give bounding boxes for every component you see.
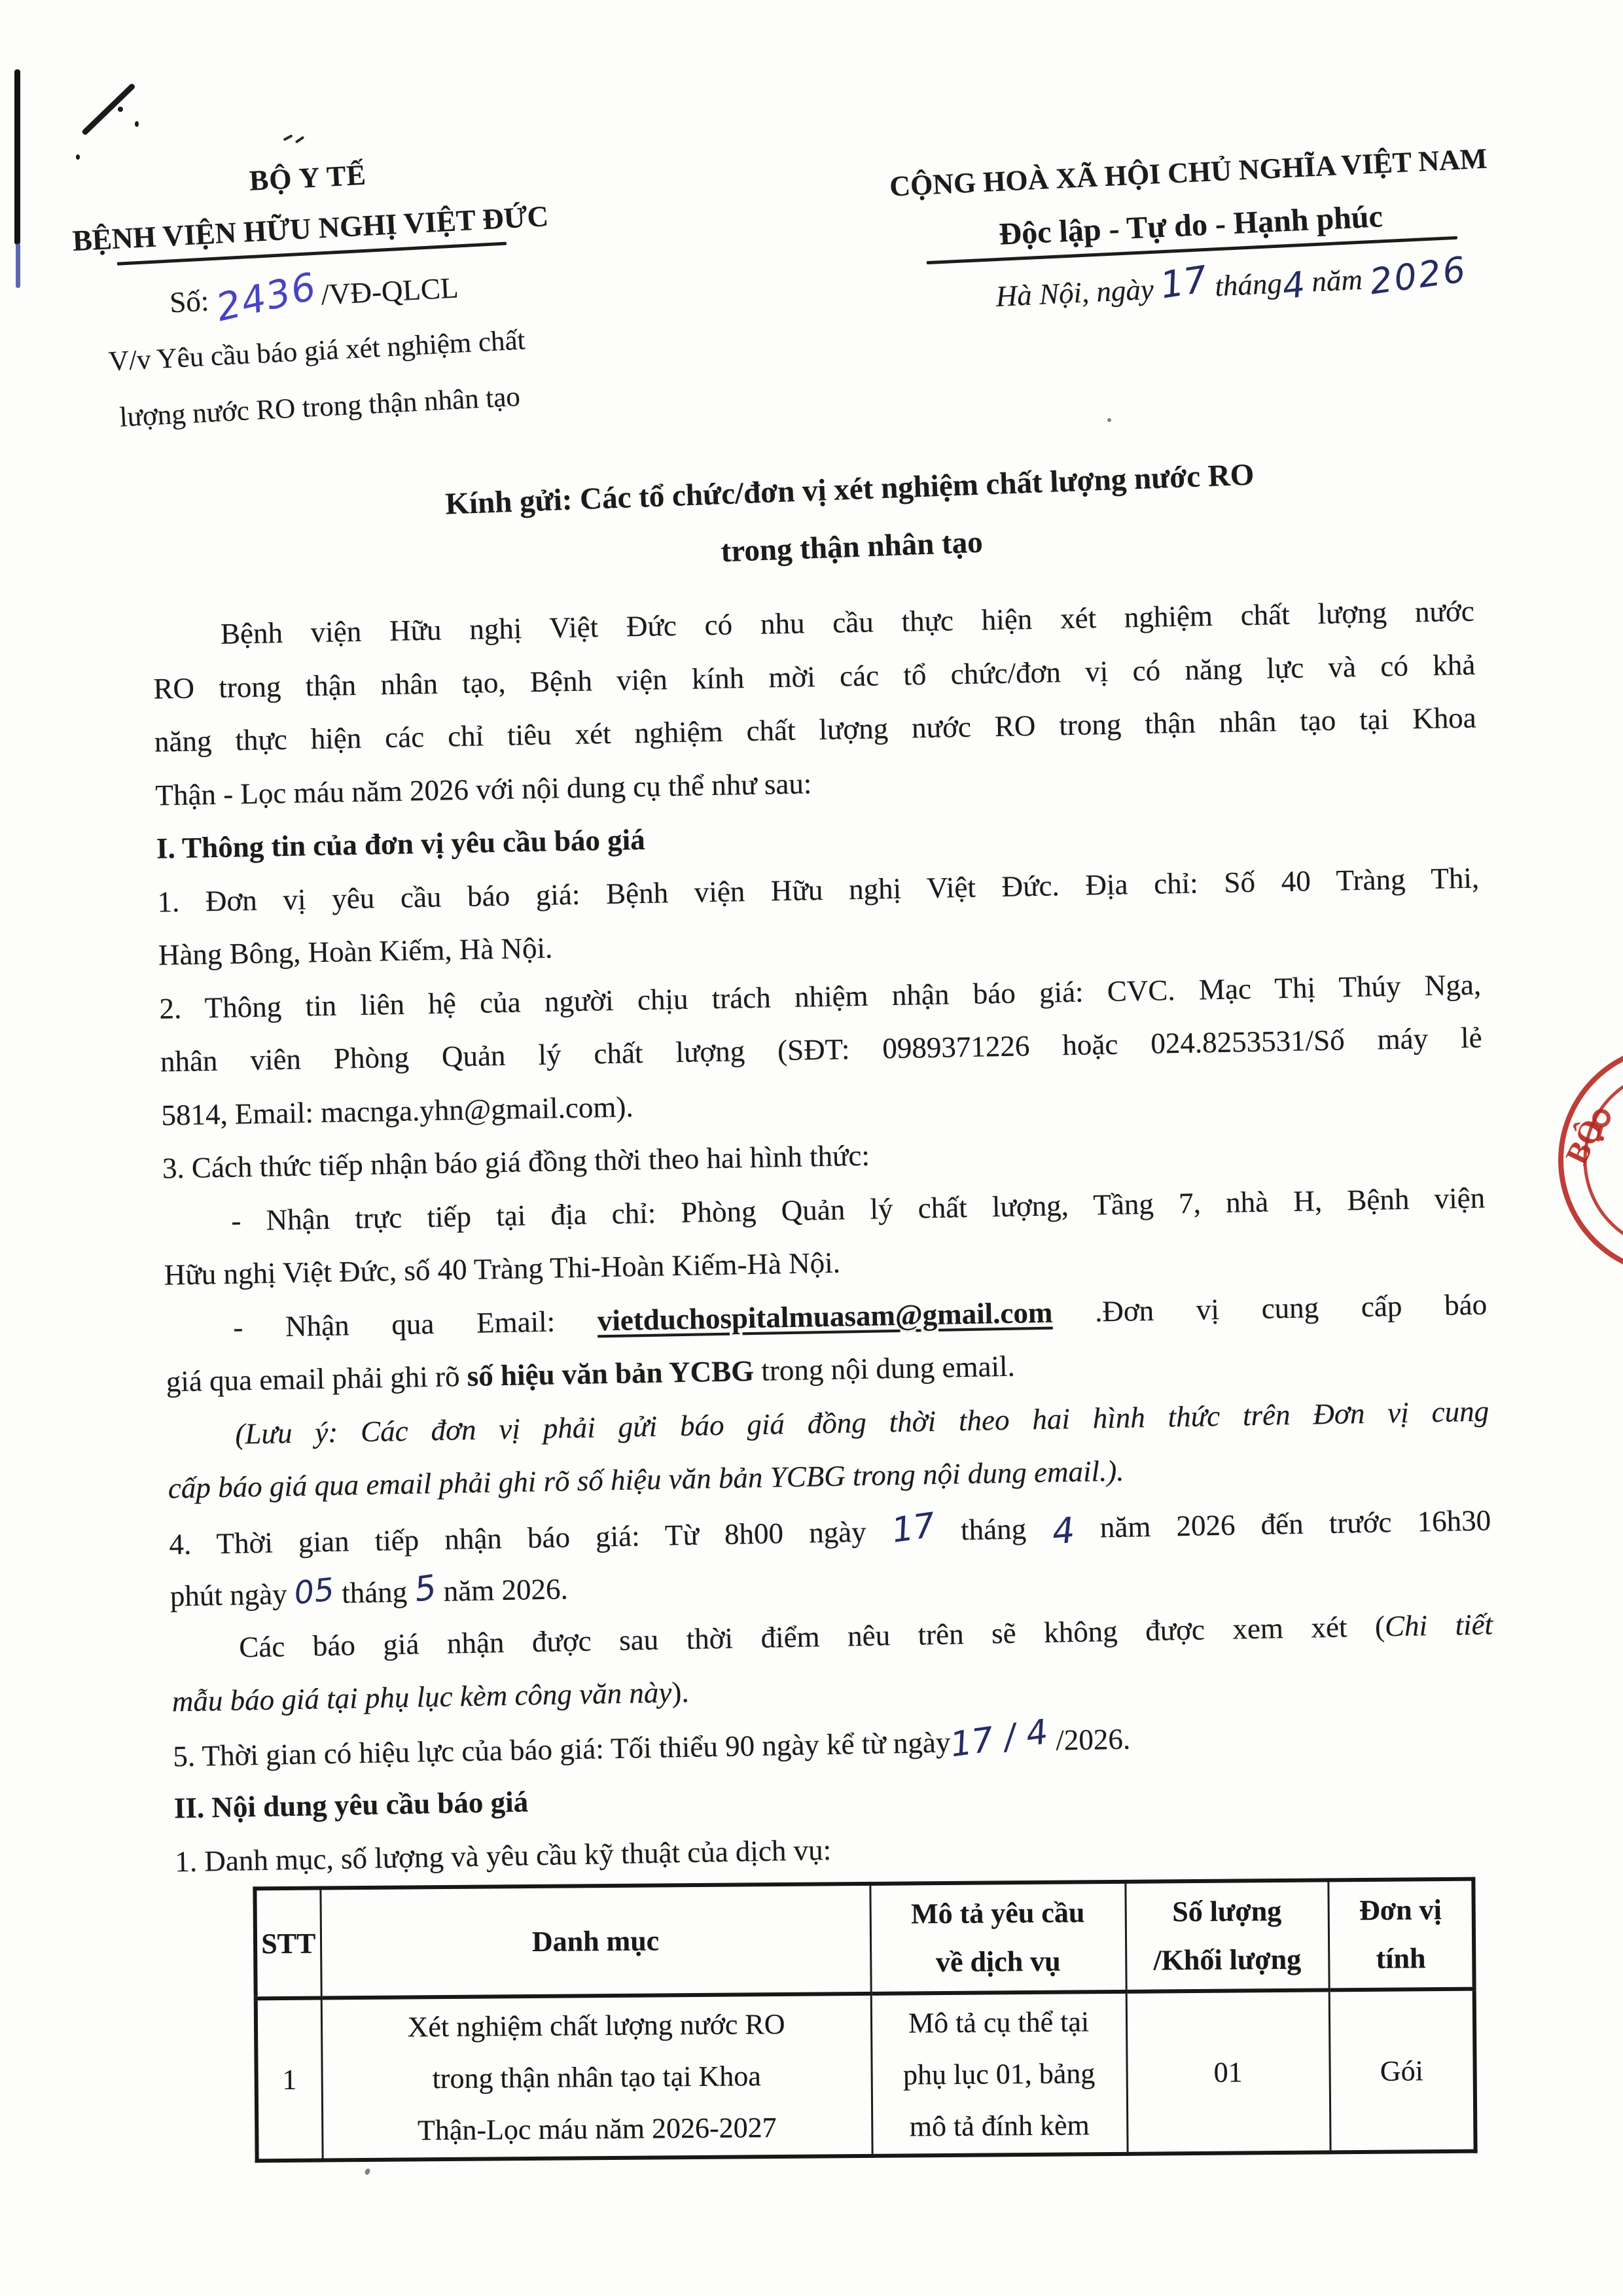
doc-number-label: Số:	[168, 284, 210, 319]
handwritten-end-day: 05	[292, 1571, 336, 1612]
section-1-title: I. Thông tin của đơn vị yêu cầu báo giá	[156, 822, 646, 865]
body-line: năng thực hiện các chỉ tiêu xét nghiệm chất lượng nước RO trong thận nhân tạo tại Khoa	[154, 701, 1477, 758]
doc-number-suffix: /VĐ-QLCL	[320, 271, 459, 311]
ink-dot	[118, 107, 123, 112]
late-quote-italic: Chi tiết	[1384, 1607, 1493, 1642]
body-line: 2. Thông tin liên hệ của người chịu trách nhiệm nhận báo giá: CVC. Mạc Thị Thúy Nga,	[158, 968, 1482, 1025]
doc-number-handwritten: 2436	[212, 264, 321, 330]
body-line: Hàng Bông, Hoàn Kiếm, Hà Nội.	[158, 931, 553, 972]
table-row	[256, 1989, 1476, 2161]
month-label: tháng	[1206, 266, 1283, 303]
handwritten-year: 2026	[1367, 248, 1470, 303]
stamp-icon	[1537, 1033, 1623, 1294]
col-header-mota-line1: Mô tả yêu cầu	[910, 1896, 1085, 1930]
cell-mota	[871, 1992, 1128, 2156]
year-label: năm	[1303, 262, 1371, 298]
col-header-donvi	[1328, 1879, 1474, 1990]
col-header-soluong-line2: /Khối lượng	[1153, 1943, 1302, 1977]
pen-slash-mark	[81, 82, 136, 135]
stamp-text: BỘ	[1559, 1114, 1611, 1170]
appendix-italic: mẫu báo giá tại phụ lục kèm công văn này	[171, 1676, 672, 1718]
cell-danhmuc-line3: Thận-Lọc máu năm 2026-2027	[417, 2111, 777, 2146]
email-line-suffix: .Đơn vị cung cấp báo	[1052, 1287, 1488, 1329]
header-national-block	[815, 138, 1567, 323]
cell-mota-line2: phụ lục 01, bảng	[902, 2057, 1096, 2091]
ink-dot	[135, 121, 139, 127]
deadline2-suffix: năm 2026.	[436, 1572, 569, 1608]
ycbg-prefix: giá qua email phải ghi rõ	[166, 1360, 468, 1398]
body-line: - Nhận trực tiếp tại địa chỉ: Phòng Quản lý chất lượng, Tầng 7, nhà H, Bệnh viện	[230, 1181, 1486, 1237]
place-date-line	[858, 244, 1605, 322]
col-header-donvi-line1: Đơn vị	[1359, 1894, 1442, 1927]
late-quote-prefix: Các báo giá nhận được sau thời điểm nêu trên sẽ không được xem xét (	[238, 1609, 1385, 1663]
handwritten-start-month: 4	[1050, 1509, 1077, 1553]
speck	[364, 2168, 371, 2176]
col-header-mota-line2: về dịch vụ	[935, 1945, 1061, 1979]
cell-mota-line1: Mô tả cụ thể tại	[908, 2005, 1090, 2039]
tick-mark	[283, 134, 293, 141]
body-line: nhân viên Phòng Quản lý chất lượng (SĐT: 0989371226 hoặc 024.8253531/Số máy lẻ	[160, 1021, 1483, 1078]
scan-edge-artifact-blue	[16, 243, 20, 288]
ycbg-bold: số hiệu văn bản YCBG	[467, 1354, 755, 1393]
red-stamp-partial	[1537, 1033, 1623, 1294]
deadline2-mid: tháng	[334, 1575, 415, 1610]
cell-stt: 1	[256, 1998, 323, 2161]
handwritten-validity-date: 17 / 4	[948, 1712, 1051, 1765]
validity-suffix: /2026.	[1048, 1722, 1131, 1757]
ink-dot	[76, 154, 80, 160]
national-motto: Độc lập - Tự do - Hạnh phúc	[998, 199, 1383, 252]
place-date-prefix: Hà Nội, ngày	[995, 272, 1162, 313]
subject-line-2: lượng nước RO trong thận nhân tạo	[118, 381, 521, 433]
ministry-name: BỘ Y TẾ	[248, 158, 367, 197]
subject-line	[67, 310, 570, 449]
note-line-2: cấp báo giá qua email phải ghi rõ số hiệu văn bản YCBG trong nội dung email.).	[168, 1454, 1124, 1505]
deadline2-prefix: phút ngày	[169, 1577, 295, 1613]
table-header-row	[255, 1879, 1474, 1999]
body-line: 1. Đơn vị yêu cầu báo giá: Bệnh viện Hữu nghị Việt Đức. Địa chỉ: Số 40 Tràng Thi,	[156, 861, 1480, 919]
service-table-wrap	[253, 1877, 1477, 2163]
col-header-soluong-line1: Số lượng	[1172, 1894, 1282, 1928]
service-table	[253, 1877, 1477, 2163]
body-line: RO trong thận nhân tạo, Bệnh viện kính mời các tổ chức/đơn vị có năng lực và có khả	[153, 648, 1476, 705]
cell-donvi: Gói	[1329, 1989, 1476, 2153]
cell-soluong: 01	[1126, 1990, 1330, 2153]
handwritten-end-month: 5	[411, 1568, 439, 1610]
col-header-donvi-line2: tính	[1376, 1942, 1426, 1975]
col-header-stt: STT	[255, 1888, 321, 1999]
body-line: 3. Cách thức tiếp nhận báo giá đồng thời theo hai hình thức:	[162, 1139, 870, 1185]
body-line: Hữu nghị Việt Đức, số 40 Tràng Thi-Hoàn Kiếm-Hà Nội.	[164, 1246, 841, 1292]
appendix-suffix: ).	[671, 1675, 690, 1709]
note-line-1: (Lưu ý: Các đơn vị phải gửi báo giá đồng thời theo hai hình thức trên Đơn vị cung	[234, 1394, 1489, 1451]
tick-mark	[295, 136, 305, 144]
handwritten-start-day: 17	[889, 1505, 938, 1551]
deadline-mid: tháng	[935, 1511, 1052, 1547]
col-header-soluong	[1125, 1880, 1329, 1991]
speck	[1107, 418, 1111, 422]
republic-title: CỘNG HOÀ XÃ HỘI CHỦ NGHĨA VIỆT NAM	[889, 142, 1488, 203]
handwritten-day: 17	[1157, 258, 1210, 308]
handwritten-month: 4	[1279, 263, 1308, 308]
validity-prefix: 5. Thời gian có hiệu lực của báo giá: Tối thiểu 90 ngày kể từ ngày	[172, 1725, 951, 1773]
cell-danhmuc-line1: Xét nghiệm chất lượng nước RO	[407, 2007, 785, 2043]
scan-edge-artifact	[14, 69, 20, 245]
ycbg-suffix: trong nội dung email.	[753, 1349, 1016, 1388]
col-header-danhmuc: Danh mục	[320, 1884, 870, 1998]
body-line: Thận - Lọc máu năm 2026 với nội dung cụ thể như sau:	[155, 766, 812, 812]
deadline-suffix: năm 2026 đến trước 16h30	[1074, 1503, 1491, 1544]
section-2-title: II. Nội dung yêu cầu báo giá	[173, 1785, 529, 1825]
salutation-line-2: trong thận nhân tạo	[720, 525, 984, 569]
salutation-block	[194, 436, 1507, 599]
cell-danhmuc	[321, 1994, 872, 2161]
header-issuer-block	[59, 148, 570, 448]
body-text	[152, 585, 1497, 1889]
table-intro: 1. Danh mục, số lượng và yêu cầu kỹ thuật của dịch vụ:	[174, 1833, 832, 1878]
email-line-prefix: - Nhận qua Email:	[232, 1303, 598, 1344]
body-line: Bệnh viện Hữu nghị Việt Đức có nhu cầu thực hiện xét nghiệm chất lượng nước	[220, 594, 1475, 650]
email-address: vietduchospitalmuasam@gmail.com	[597, 1296, 1053, 1337]
subject-line-1: V/v Yêu cầu báo giá xét nghiệm chất	[107, 325, 526, 378]
salutation-line-1: Kính gửi: Các tổ chức/đơn vị xét nghiệm chất lượng nước RO	[444, 457, 1255, 521]
hospital-name: BỆNH VIỆN HỮU NGHỊ VIỆT ĐỨC	[71, 200, 550, 258]
body-line: 5814, Email: macnga.yhn@gmail.com).	[160, 1089, 634, 1132]
col-header-mota	[870, 1882, 1126, 1994]
cell-danhmuc-line2: trong thận nhân tạo tại Khoa	[432, 2059, 761, 2094]
cell-mota-line3: mô tả đính kèm	[909, 2108, 1090, 2142]
deadline-prefix: 4. Thời gian tiếp nhận báo giá: Từ 8h00 ngày	[168, 1514, 893, 1561]
